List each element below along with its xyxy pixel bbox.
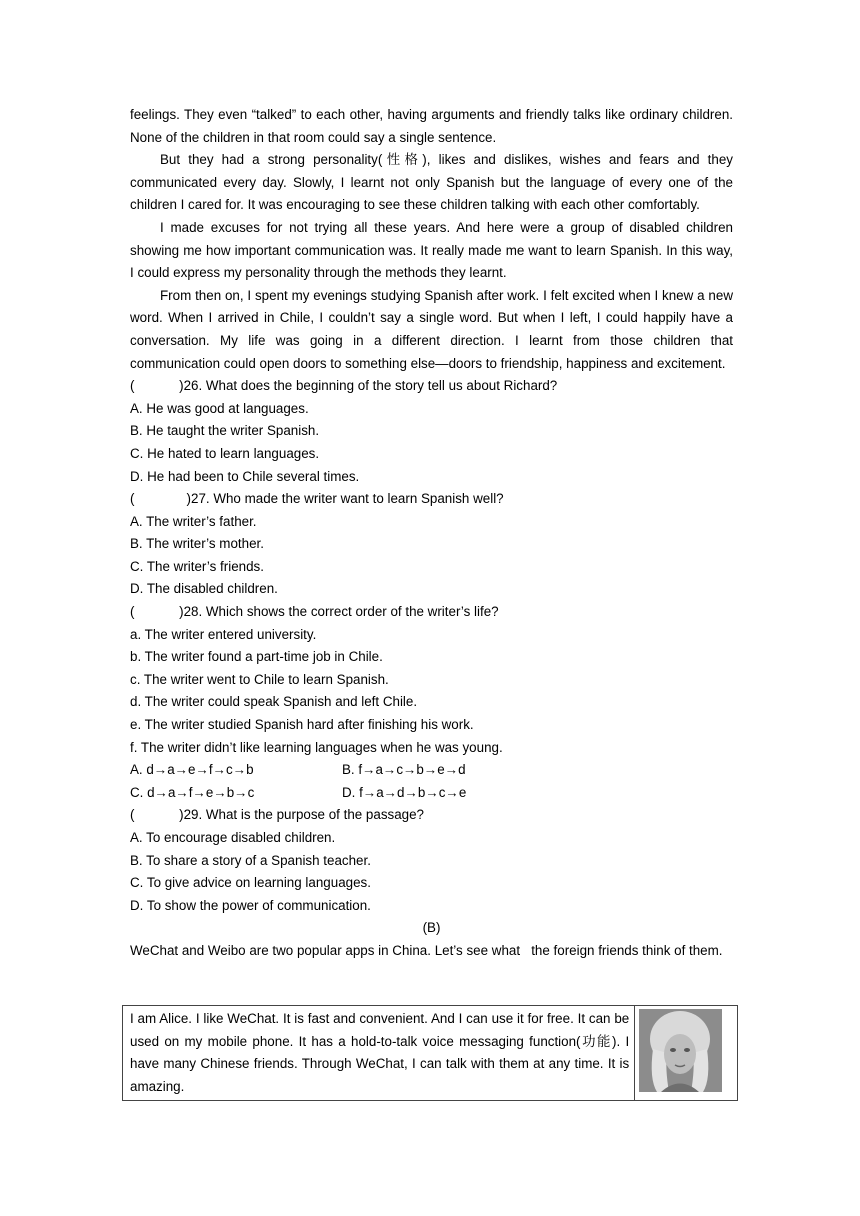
opinion-card-text: I am Alice. I like WeChat. It is fast and convenient. And I can use it for free. It can be used on my mobile phone. It has a hold-to-talk voice messaging function(功能). I have many Chinese friends. Through WeChat, I can talk with them at any time. It is amazing. xyxy=(123,1006,635,1101)
q28-event-f: f. The writer didn’t like learning languages when he was young. xyxy=(130,739,503,755)
q28-options-row-2 xyxy=(130,782,733,805)
q28-options-row-1 xyxy=(130,759,733,782)
q29-option-d: D. To show the power of communication. xyxy=(130,897,371,913)
section-b-heading: (B) xyxy=(422,920,441,936)
paragraph-4: From then on, I spent my evenings studying Spanish after work. I felt excited when I knew a new word. When I arrived in Chile, I couldn’t say a single word. But when I left, I could happily have a conversation. My life was going in a different direction. I learnt from those children that communication could open doors to something else—doors to friendship, happiness and excitement. xyxy=(130,287,733,371)
q28-event-a: a. The writer entered university. xyxy=(130,626,317,642)
question-29-stem: ( )29. What is the purpose of the passage? xyxy=(130,807,425,823)
q28-event-b: b. The writer found a part-time job in Chile. xyxy=(130,649,383,665)
paragraph-2: But they had a strong personality(性格), likes and dislikes, wishes and fears and they communicated every day. Slowly, I learnt not only Spanish but the language of every one of the children I cared for. It was encouraging to see these children talking with each other comfortably. xyxy=(130,152,733,213)
question-27-stem: ( )27. Who made the writer want to learn Spanish well? xyxy=(130,491,504,507)
q28-event-d: d. The writer could speak Spanish and left Chile. xyxy=(130,694,418,710)
photo-cell xyxy=(635,1006,738,1101)
q27-option-c: C. The writer’s friends. xyxy=(130,558,264,574)
q27-option-d: D. The disabled children. xyxy=(130,581,278,597)
question-26-stem: ( )26. What does the beginning of the story tell us about Richard? xyxy=(130,378,558,394)
paragraph-3: I made excuses for not trying all these years. And here were a group of disabled children showing me how important communication was. It really made me want to learn Spanish. In this way, I could express my personality through the methods they learnt. xyxy=(130,219,733,281)
girl-portrait-image xyxy=(639,1009,722,1092)
q28-option-a: A. d→a→e→f→c→b xyxy=(130,762,254,778)
section-b-intro: WeChat and Weibo are two popular apps in China. Let’s see what the foreign friends think of them. xyxy=(130,942,723,958)
q29-option-c: C. To give advice on learning languages. xyxy=(130,875,371,891)
q28-option-b: B. f→a→c→b→e→d xyxy=(342,762,466,778)
document-page xyxy=(130,104,733,963)
q28-event-c: c. The writer went to Chile to learn Spanish. xyxy=(130,671,389,687)
q27-option-a: A. The writer’s father. xyxy=(130,513,257,529)
opinion-card-alice xyxy=(122,1005,738,1101)
q26-option-b: B. He taught the writer Spanish. xyxy=(130,423,320,439)
q26-option-a: A. He was good at languages. xyxy=(130,400,309,416)
q28-option-d: D. f→a→d→b→c→e xyxy=(342,784,467,800)
q26-option-d: D. He had been to Chile several times. xyxy=(130,468,360,484)
q26-option-c: C. He hated to learn languages. xyxy=(130,445,320,461)
q28-option-c: C. d→a→f→e→b→c xyxy=(130,784,255,800)
q27-option-b: B. The writer’s mother. xyxy=(130,536,264,552)
paragraph-1: feelings. They even “talked” to each other, having arguments and friendly talks like ordinary children. None of the children in that room could say a single sentence. xyxy=(130,107,733,145)
q29-option-a: A. To encourage disabled children. xyxy=(130,830,336,845)
q29-option-b: B. To share a story of a Spanish teacher. xyxy=(130,852,371,868)
question-28-stem: ( )28. Which shows the correct order of the writer’s life? xyxy=(130,604,499,620)
portrait-drawing xyxy=(639,1009,722,1092)
q28-event-e: e. The writer studied Spanish hard after finishing his work. xyxy=(130,717,474,733)
